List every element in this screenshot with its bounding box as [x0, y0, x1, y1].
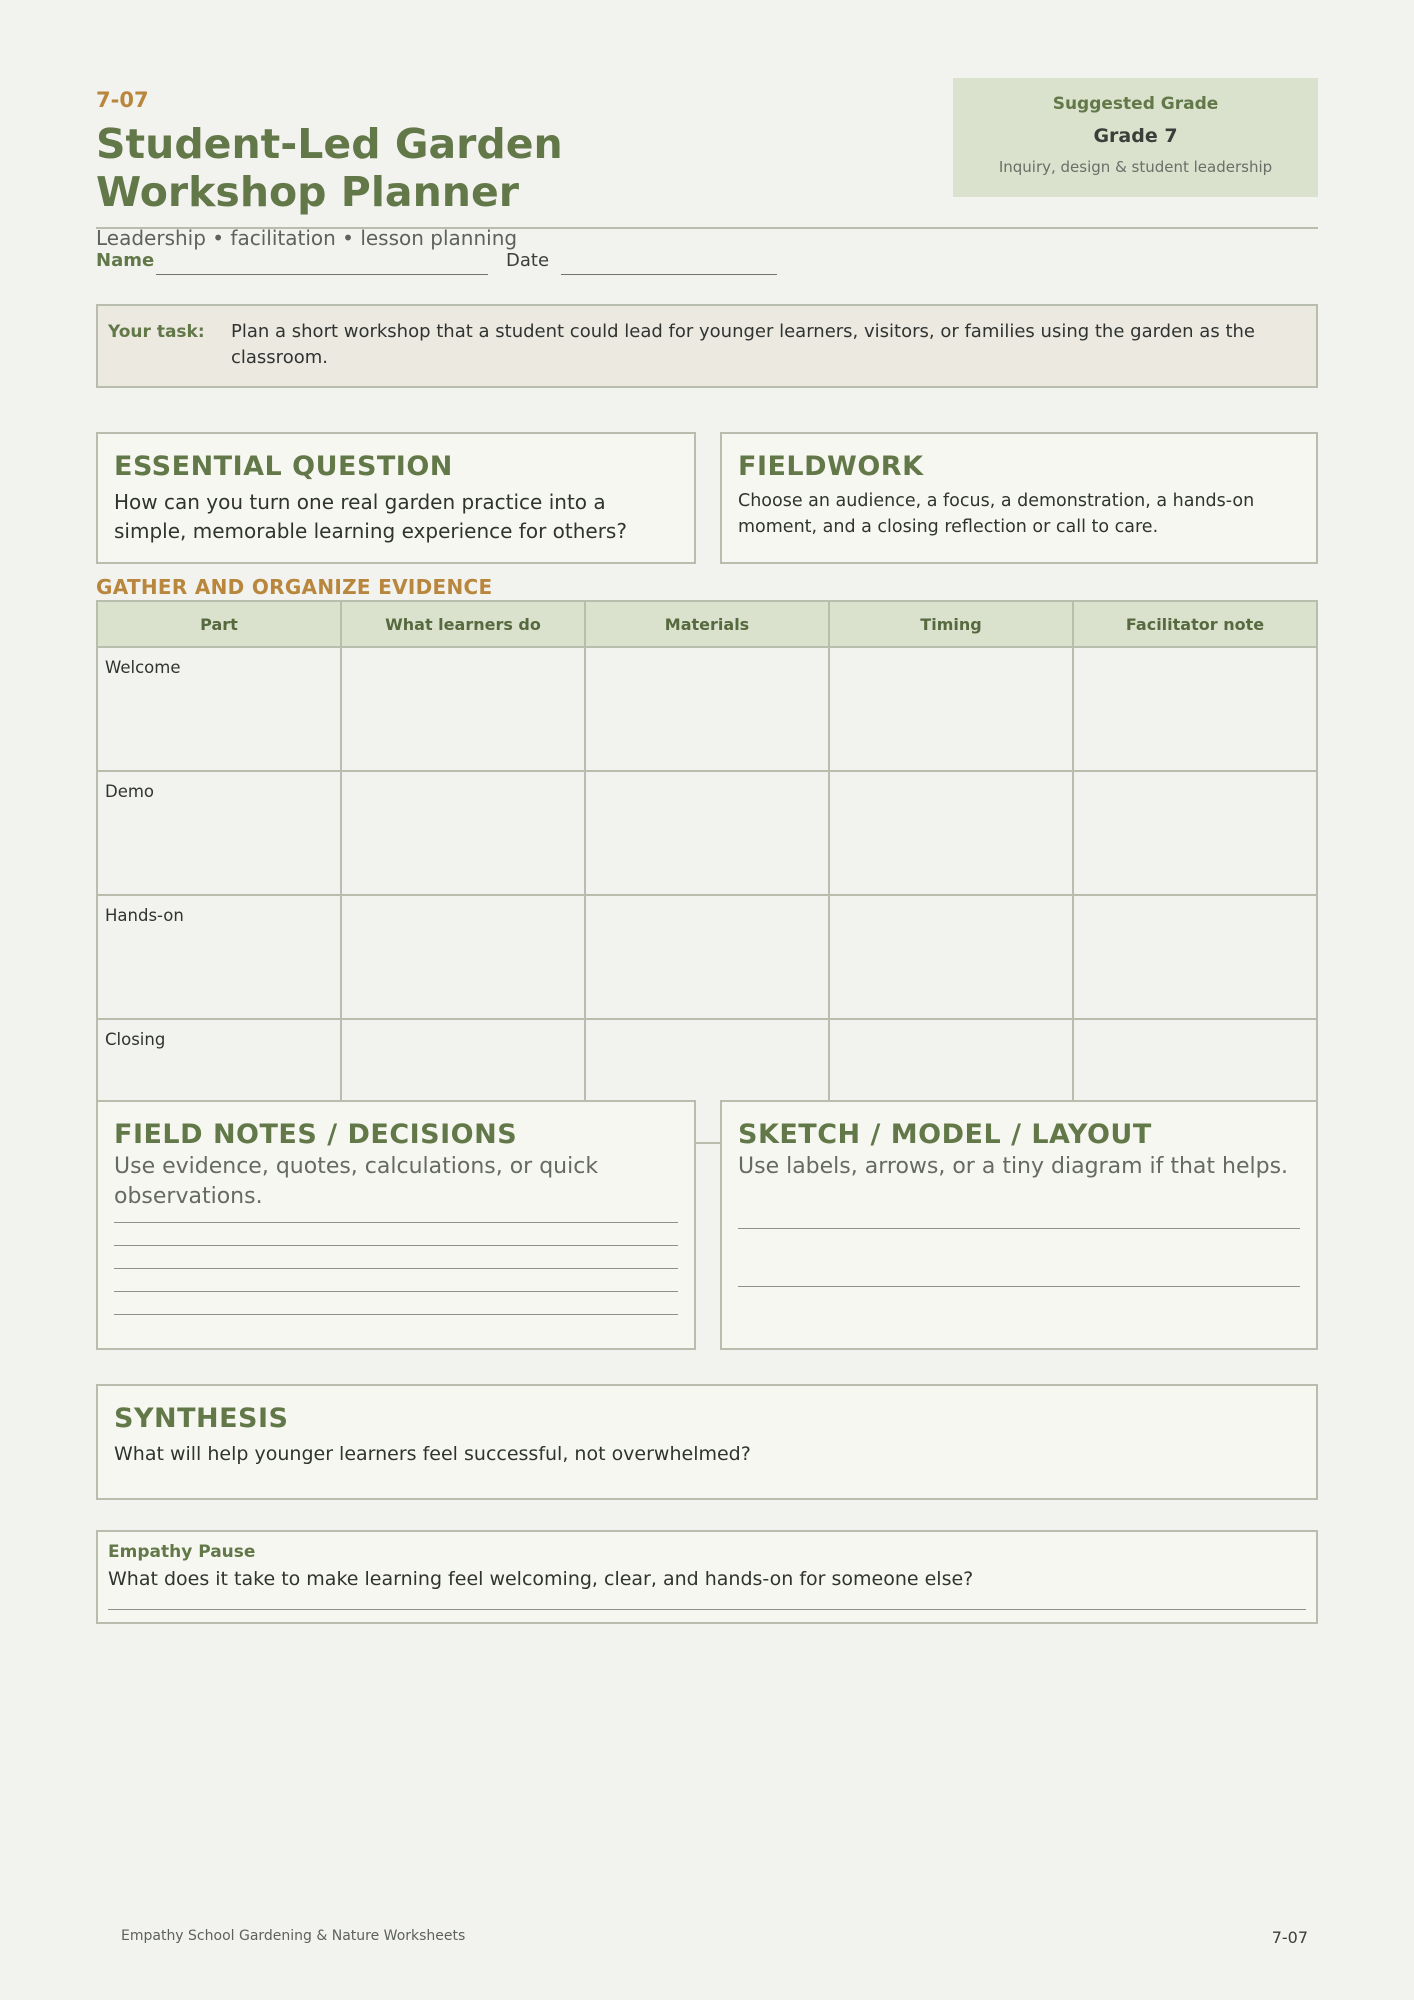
sketch-card — [720, 1100, 1318, 1350]
row-label: Closing — [97, 1019, 341, 1143]
empathy-pause-card — [96, 1530, 1318, 1624]
table-cell[interactable] — [829, 895, 1073, 1019]
table-cell[interactable] — [585, 895, 829, 1019]
grade-box — [953, 78, 1318, 197]
task-box — [96, 304, 1318, 388]
date-field[interactable] — [561, 274, 777, 275]
footer-code: 7-07 — [1271, 1928, 1308, 1947]
empathy-pause-label: Empathy Pause — [108, 1542, 256, 1562]
row-label: Demo — [97, 771, 341, 895]
column-header: Facilitator note — [1073, 601, 1317, 647]
table-cell[interactable] — [585, 647, 829, 771]
table-row — [97, 895, 1317, 1019]
table-cell[interactable] — [829, 771, 1073, 895]
row-label: Welcome — [97, 647, 341, 771]
empathy-pause-text: What does it take to make learning feel welcoming, clear, and hands-on for someone else? — [108, 1568, 974, 1590]
writing-line[interactable] — [114, 1314, 678, 1315]
row-label: Hands-on — [97, 895, 341, 1019]
synthesis-heading: SYNTHESIS — [114, 1403, 289, 1434]
name-field[interactable] — [156, 274, 488, 275]
task-text: Plan a short workshop that a student could lead for younger learners, visitors, or families using the garden as the classroom. — [231, 321, 1255, 368]
grade-value: Grade 7 — [1093, 125, 1178, 147]
table-cell[interactable] — [1073, 771, 1317, 895]
table-cell[interactable] — [1073, 647, 1317, 771]
name-date-row — [96, 250, 1318, 276]
writing-line[interactable] — [738, 1286, 1300, 1287]
table-cell[interactable] — [829, 647, 1073, 771]
field-notes-heading: FIELD NOTES / DECISIONS — [114, 1119, 518, 1150]
fieldwork-card — [720, 432, 1318, 564]
worksheet-code: 7-07 — [96, 88, 149, 112]
writing-line[interactable] — [114, 1245, 678, 1246]
page-subtitle: Leadership • facilitation • lesson planning — [96, 226, 518, 250]
column-header: What learners do — [341, 601, 585, 647]
evidence-section-title: GATHER AND ORGANIZE EVIDENCE — [96, 575, 493, 599]
writing-line[interactable] — [114, 1222, 678, 1223]
evidence-table — [96, 600, 1318, 1144]
table-row — [97, 771, 1317, 895]
field-notes-text: Use evidence, quotes, calculations, or quick observations. — [114, 1154, 599, 1209]
table-cell[interactable] — [585, 771, 829, 895]
name-label: Name — [96, 250, 155, 271]
table-cell[interactable] — [341, 895, 585, 1019]
table-cell[interactable] — [1073, 895, 1317, 1019]
table-header-row — [97, 601, 1317, 647]
table-cell[interactable] — [341, 647, 585, 771]
writing-line[interactable] — [108, 1609, 1306, 1610]
writing-line[interactable] — [114, 1268, 678, 1269]
grade-label: Suggested Grade — [1052, 94, 1219, 114]
task-label: Your task: — [108, 322, 205, 342]
footer-source: Empathy School Gardening & Nature Worksheets — [121, 1928, 466, 1944]
sketch-heading: SKETCH / MODEL / LAYOUT — [738, 1119, 1152, 1150]
page-title: Student-Led Garden Workshop Planner — [96, 120, 563, 216]
table-row — [97, 647, 1317, 771]
essential-question-heading: ESSENTIAL QUESTION — [114, 451, 453, 482]
column-header: Part — [97, 601, 341, 647]
date-label: Date — [506, 250, 550, 271]
essential-question-card — [96, 432, 696, 564]
sketch-text: Use labels, arrows, or a tiny diagram if that helps. — [738, 1154, 1289, 1179]
writing-line[interactable] — [114, 1291, 678, 1292]
synthesis-text: What will help younger learners feel successful, not overwhelmed? — [114, 1443, 751, 1465]
synthesis-card — [96, 1384, 1318, 1500]
fieldwork-text: Choose an audience, a focus, a demonstration, a hands-on moment, and a closing reflection or call to care. — [738, 491, 1255, 537]
column-header: Timing — [829, 601, 1073, 647]
table-cell[interactable] — [341, 771, 585, 895]
column-header: Materials — [585, 601, 829, 647]
grade-description: Inquiry, design & student leadership — [998, 158, 1273, 176]
writing-line[interactable] — [738, 1228, 1300, 1229]
field-notes-card — [96, 1100, 696, 1350]
fieldwork-heading: FIELDWORK — [738, 451, 924, 482]
essential-question-text: How can you turn one real garden practice into a simple, memorable learning experience for others? — [114, 490, 627, 543]
worksheet-page — [96, 0, 1318, 2000]
